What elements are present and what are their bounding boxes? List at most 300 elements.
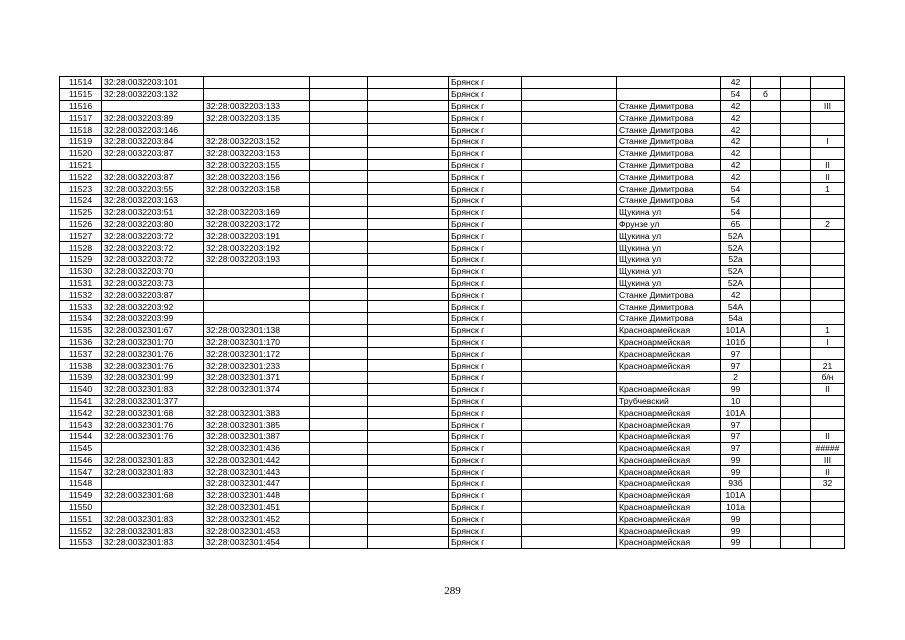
cell-house-number: 101А [721, 324, 751, 336]
cell-building-letter [751, 147, 781, 159]
cell-building-letter [751, 383, 781, 395]
table-row [60, 466, 845, 478]
cell-apartment: III [811, 100, 845, 112]
cell-empty-col-a [310, 360, 368, 372]
cell-apartment [811, 77, 845, 89]
cell-apartment [811, 513, 845, 525]
cell-empty-col-b [368, 135, 449, 147]
cell-house-number: 99 [721, 513, 751, 525]
cell-settlement: Брянск г [449, 124, 522, 136]
table-row [60, 454, 845, 466]
cell-row-number: 11540 [60, 383, 102, 395]
cell-street: Красноармейская [617, 360, 721, 372]
cell-empty-col-a [310, 430, 368, 442]
cell-cadastral-number-2 [204, 194, 310, 206]
cell-empty-col-d [781, 124, 811, 136]
cell-cadastral-number-2: 32:28:0032301:448 [204, 489, 310, 501]
cell-settlement: Брянск г [449, 383, 522, 395]
cell-cadastral-number: 32:28:0032301:83 [102, 383, 204, 395]
cell-row-number: 11547 [60, 466, 102, 478]
cell-empty-col-c [522, 159, 617, 171]
cell-empty-col-a [310, 537, 368, 549]
cell-house-number: 54 [721, 194, 751, 206]
cell-empty-col-b [368, 360, 449, 372]
cell-cadastral-number: 32:28:0032203:84 [102, 135, 204, 147]
cell-street: Щукина ул [617, 242, 721, 254]
cell-empty-col-a [310, 513, 368, 525]
cell-apartment [811, 395, 845, 407]
cell-empty-col-b [368, 147, 449, 159]
cell-apartment [811, 194, 845, 206]
cell-house-number: 99 [721, 454, 751, 466]
cell-row-number: 11529 [60, 253, 102, 265]
cell-cadastral-number-2: 32:28:0032301:453 [204, 525, 310, 537]
cell-empty-col-c [522, 289, 617, 301]
cell-empty-col-a [310, 277, 368, 289]
table-row [60, 147, 845, 159]
cell-empty-col-b [368, 100, 449, 112]
cell-cadastral-number: 32:28:0032301:76 [102, 360, 204, 372]
cell-empty-col-b [368, 513, 449, 525]
cell-building-letter [751, 371, 781, 383]
cell-empty-col-d [781, 466, 811, 478]
table-row [60, 478, 845, 490]
cell-empty-col-a [310, 147, 368, 159]
cell-settlement: Брянск г [449, 312, 522, 324]
cell-empty-col-b [368, 454, 449, 466]
cell-empty-col-d [781, 489, 811, 501]
cell-cadastral-number: 32:28:0032301:83 [102, 466, 204, 478]
cell-settlement: Брянск г [449, 206, 522, 218]
cell-empty-col-a [310, 324, 368, 336]
table-row [60, 301, 845, 313]
cell-empty-col-c [522, 88, 617, 100]
cell-settlement: Брянск г [449, 253, 522, 265]
cell-cadastral-number-2: 32:28:0032301:172 [204, 348, 310, 360]
cell-row-number: 11517 [60, 112, 102, 124]
cell-apartment: II [811, 171, 845, 183]
cell-row-number: 11534 [60, 312, 102, 324]
table-row [60, 253, 845, 265]
cell-empty-col-d [781, 100, 811, 112]
cell-empty-col-a [310, 407, 368, 419]
cell-building-letter [751, 525, 781, 537]
cell-cadastral-number-2: 32:28:0032203:135 [204, 112, 310, 124]
cell-cadastral-number: 32:28:0032203:72 [102, 230, 204, 242]
cell-street: Станке Димитрова [617, 135, 721, 147]
cell-cadastral-number-2: 32:28:0032203:156 [204, 171, 310, 183]
cell-row-number: 11518 [60, 124, 102, 136]
cell-empty-col-a [310, 289, 368, 301]
cell-empty-col-a [310, 77, 368, 89]
cell-empty-col-d [781, 135, 811, 147]
table-row [60, 419, 845, 431]
cell-cadastral-number-2: 32:28:0032203:191 [204, 230, 310, 242]
cell-street: Красноармейская [617, 466, 721, 478]
cell-settlement: Брянск г [449, 242, 522, 254]
cell-empty-col-b [368, 277, 449, 289]
cell-empty-col-d [781, 478, 811, 490]
cell-settlement: Брянск г [449, 112, 522, 124]
cell-cadastral-number-2: 32:28:0032301:233 [204, 360, 310, 372]
cell-settlement: Брянск г [449, 265, 522, 277]
cell-cadastral-number: 32:28:0032203:89 [102, 112, 204, 124]
cell-empty-col-b [368, 206, 449, 218]
cell-apartment [811, 301, 845, 313]
cell-settlement: Брянск г [449, 478, 522, 490]
cell-cadastral-number-2: 32:28:0032203:172 [204, 218, 310, 230]
cell-street: Станке Димитрова [617, 171, 721, 183]
cell-empty-col-b [368, 88, 449, 100]
cell-row-number: 11532 [60, 289, 102, 301]
table-row [60, 218, 845, 230]
cell-empty-col-b [368, 183, 449, 195]
cell-row-number: 11542 [60, 407, 102, 419]
cell-street: Красноармейская [617, 442, 721, 454]
cell-cadastral-number [102, 478, 204, 490]
cell-empty-col-a [310, 525, 368, 537]
cell-house-number: 99 [721, 525, 751, 537]
cell-apartment [811, 289, 845, 301]
cell-empty-col-c [522, 430, 617, 442]
cell-cadastral-number: 32:28:0032203:92 [102, 301, 204, 313]
cell-cadastral-number-2: 32:28:0032301:170 [204, 336, 310, 348]
cell-cadastral-number-2 [204, 277, 310, 289]
cell-settlement: Брянск г [449, 171, 522, 183]
cell-street: Щукина ул [617, 230, 721, 242]
cell-house-number: 65 [721, 218, 751, 230]
cell-cadastral-number-2: 32:28:0032301:385 [204, 419, 310, 431]
cell-empty-col-a [310, 501, 368, 513]
cell-house-number: 97 [721, 348, 751, 360]
cell-house-number: 42 [721, 100, 751, 112]
cell-row-number: 11537 [60, 348, 102, 360]
cell-cadastral-number-2: 32:28:0032301:454 [204, 537, 310, 549]
cell-empty-col-a [310, 159, 368, 171]
cell-settlement: Брянск г [449, 289, 522, 301]
cell-empty-col-b [368, 430, 449, 442]
cell-street: Щукина ул [617, 277, 721, 289]
cell-empty-col-a [310, 466, 368, 478]
table-row [60, 312, 845, 324]
cell-settlement: Брянск г [449, 194, 522, 206]
cell-building-letter [751, 407, 781, 419]
cell-building-letter [751, 159, 781, 171]
cell-row-number: 11523 [60, 183, 102, 195]
cell-building-letter [751, 218, 781, 230]
cell-row-number: 11546 [60, 454, 102, 466]
register-table [59, 76, 845, 549]
cell-empty-col-a [310, 206, 368, 218]
cell-house-number: 97 [721, 419, 751, 431]
cell-apartment: 32 [811, 478, 845, 490]
cell-cadastral-number: 32:28:0032301:76 [102, 419, 204, 431]
cell-house-number: 10 [721, 395, 751, 407]
cell-empty-col-b [368, 77, 449, 89]
cell-empty-col-d [781, 230, 811, 242]
cell-building-letter [751, 135, 781, 147]
cell-empty-col-b [368, 289, 449, 301]
cell-empty-col-c [522, 206, 617, 218]
cell-empty-col-a [310, 371, 368, 383]
cell-empty-col-c [522, 537, 617, 549]
cell-street: Красноармейская [617, 324, 721, 336]
cell-empty-col-d [781, 324, 811, 336]
cell-house-number: 42 [721, 135, 751, 147]
cell-empty-col-a [310, 336, 368, 348]
table-row [60, 430, 845, 442]
cell-row-number: 11548 [60, 478, 102, 490]
cell-empty-col-a [310, 265, 368, 277]
cell-empty-col-a [310, 88, 368, 100]
cell-empty-col-c [522, 171, 617, 183]
cell-cadastral-number: 32:28:0032301:76 [102, 430, 204, 442]
cell-row-number: 11522 [60, 171, 102, 183]
cell-empty-col-b [368, 466, 449, 478]
cell-empty-col-b [368, 194, 449, 206]
cell-empty-col-c [522, 466, 617, 478]
cell-empty-col-d [781, 218, 811, 230]
cell-house-number: 101б [721, 336, 751, 348]
cell-street: Красноармейская [617, 336, 721, 348]
cell-empty-col-c [522, 336, 617, 348]
cell-apartment: II [811, 383, 845, 395]
cell-street: Красноармейская [617, 478, 721, 490]
cell-apartment [811, 124, 845, 136]
table-row [60, 194, 845, 206]
cell-cadastral-number-2 [204, 88, 310, 100]
cell-empty-col-b [368, 419, 449, 431]
cell-house-number: 93б [721, 478, 751, 490]
cell-empty-col-d [781, 147, 811, 159]
cell-empty-col-b [368, 312, 449, 324]
table-row [60, 501, 845, 513]
cell-settlement: Брянск г [449, 466, 522, 478]
cell-street: Красноармейская [617, 525, 721, 537]
cell-building-letter [751, 242, 781, 254]
cell-street: Фрунзе ул [617, 218, 721, 230]
cell-empty-col-a [310, 442, 368, 454]
cell-apartment [811, 147, 845, 159]
table-row [60, 371, 845, 383]
cell-cadastral-number-2 [204, 289, 310, 301]
cell-row-number: 11521 [60, 159, 102, 171]
cell-building-letter [751, 454, 781, 466]
cell-settlement: Брянск г [449, 336, 522, 348]
cell-empty-col-b [368, 159, 449, 171]
table-row [60, 513, 845, 525]
cell-settlement: Брянск г [449, 371, 522, 383]
cell-empty-col-b [368, 124, 449, 136]
cell-cadastral-number-2: 32:28:0032301:443 [204, 466, 310, 478]
cell-empty-col-a [310, 348, 368, 360]
cell-empty-col-c [522, 489, 617, 501]
cell-empty-col-d [781, 419, 811, 431]
cell-settlement: Брянск г [449, 348, 522, 360]
cell-settlement: Брянск г [449, 230, 522, 242]
cell-cadastral-number [102, 159, 204, 171]
cell-street: Станке Димитрова [617, 124, 721, 136]
cell-cadastral-number: 32:28:0032301:83 [102, 525, 204, 537]
cell-empty-col-c [522, 360, 617, 372]
cell-street: Красноармейская [617, 419, 721, 431]
cell-house-number: 99 [721, 537, 751, 549]
cell-street: Станке Димитрова [617, 112, 721, 124]
cell-empty-col-d [781, 289, 811, 301]
cell-empty-col-d [781, 430, 811, 442]
cell-house-number: 54а [721, 312, 751, 324]
cell-empty-col-c [522, 194, 617, 206]
cell-empty-col-b [368, 407, 449, 419]
cell-apartment: 1 [811, 183, 845, 195]
cell-cadastral-number: 32:28:0032203:51 [102, 206, 204, 218]
cell-empty-col-c [522, 230, 617, 242]
cell-apartment: 2 [811, 218, 845, 230]
cell-street: Красноармейская [617, 454, 721, 466]
cell-empty-col-c [522, 371, 617, 383]
cell-settlement: Брянск г [449, 159, 522, 171]
cell-cadastral-number-2 [204, 301, 310, 313]
cell-cadastral-number: 32:28:0032301:68 [102, 489, 204, 501]
cell-empty-col-d [781, 442, 811, 454]
cell-building-letter [751, 419, 781, 431]
cell-settlement: Брянск г [449, 537, 522, 549]
cell-house-number: 101А [721, 407, 751, 419]
cell-apartment [811, 419, 845, 431]
table-row [60, 100, 845, 112]
cell-empty-col-b [368, 112, 449, 124]
cell-street: Красноармейская [617, 489, 721, 501]
cell-settlement: Брянск г [449, 442, 522, 454]
cell-row-number: 11525 [60, 206, 102, 218]
cell-settlement: Брянск г [449, 301, 522, 313]
cell-apartment [811, 312, 845, 324]
cell-building-letter [751, 442, 781, 454]
cell-building-letter [751, 537, 781, 549]
cell-house-number: 99 [721, 383, 751, 395]
cell-row-number: 11536 [60, 336, 102, 348]
cell-empty-col-d [781, 242, 811, 254]
cell-empty-col-a [310, 478, 368, 490]
cell-building-letter: б [751, 88, 781, 100]
cell-apartment [811, 265, 845, 277]
cell-cadastral-number-2 [204, 124, 310, 136]
cell-apartment [811, 230, 845, 242]
cell-empty-col-b [368, 525, 449, 537]
cell-cadastral-number: 32:28:0032203:70 [102, 265, 204, 277]
cell-row-number: 11519 [60, 135, 102, 147]
cell-empty-col-c [522, 135, 617, 147]
cell-empty-col-b [368, 348, 449, 360]
cell-building-letter [751, 183, 781, 195]
cell-street: Станке Димитрова [617, 147, 721, 159]
cell-settlement: Брянск г [449, 147, 522, 159]
cell-empty-col-b [368, 218, 449, 230]
cell-empty-col-c [522, 112, 617, 124]
table-row [60, 183, 845, 195]
cell-empty-col-b [368, 489, 449, 501]
cell-apartment [811, 112, 845, 124]
cell-empty-col-d [781, 194, 811, 206]
cell-empty-col-c [522, 383, 617, 395]
cell-cadastral-number: 32:28:0032203:72 [102, 253, 204, 265]
cell-empty-col-a [310, 183, 368, 195]
cell-empty-col-a [310, 489, 368, 501]
cell-empty-col-b [368, 442, 449, 454]
cell-settlement: Брянск г [449, 454, 522, 466]
cell-empty-col-d [781, 265, 811, 277]
cell-empty-col-d [781, 171, 811, 183]
cell-house-number: 42 [721, 289, 751, 301]
cell-cadastral-number-2: 32:28:0032301:383 [204, 407, 310, 419]
table-row [60, 265, 845, 277]
cell-settlement: Брянск г [449, 489, 522, 501]
cell-house-number: 52а [721, 253, 751, 265]
cell-empty-col-a [310, 135, 368, 147]
cell-cadastral-number: 32:28:0032301:67 [102, 324, 204, 336]
cell-empty-col-c [522, 454, 617, 466]
cell-settlement: Брянск г [449, 135, 522, 147]
cell-building-letter [751, 265, 781, 277]
cell-empty-col-b [368, 171, 449, 183]
register-table-body [60, 77, 845, 549]
cell-cadastral-number-2: 32:28:0032203:155 [204, 159, 310, 171]
table-row [60, 135, 845, 147]
cell-empty-col-a [310, 312, 368, 324]
cell-empty-col-b [368, 383, 449, 395]
cell-row-number: 11541 [60, 395, 102, 407]
cell-cadastral-number: 32:28:0032301:83 [102, 513, 204, 525]
cell-cadastral-number [102, 100, 204, 112]
cell-empty-col-c [522, 407, 617, 419]
table-row [60, 360, 845, 372]
cell-empty-col-c [522, 442, 617, 454]
cell-empty-col-a [310, 124, 368, 136]
cell-empty-col-d [781, 206, 811, 218]
cell-street: Станке Димитрова [617, 289, 721, 301]
cell-building-letter [751, 312, 781, 324]
table-row [60, 348, 845, 360]
cell-row-number: 11543 [60, 419, 102, 431]
cell-settlement: Брянск г [449, 501, 522, 513]
cell-house-number: 42 [721, 147, 751, 159]
cell-cadastral-number-2 [204, 77, 310, 89]
cell-settlement: Брянск г [449, 77, 522, 89]
cell-apartment: I [811, 336, 845, 348]
cell-apartment [811, 206, 845, 218]
cell-empty-col-d [781, 183, 811, 195]
cell-cadastral-number: 32:28:0032301:70 [102, 336, 204, 348]
cell-house-number: 42 [721, 77, 751, 89]
cell-empty-col-c [522, 218, 617, 230]
cell-empty-col-b [368, 265, 449, 277]
cell-row-number: 11551 [60, 513, 102, 525]
cell-cadastral-number: 32:28:0032203:163 [102, 194, 204, 206]
table-row [60, 124, 845, 136]
cell-row-number: 11524 [60, 194, 102, 206]
cell-street: Красноармейская [617, 383, 721, 395]
cell-empty-col-c [522, 253, 617, 265]
cell-cadastral-number: 32:28:0032203:132 [102, 88, 204, 100]
cell-settlement: Брянск г [449, 395, 522, 407]
cell-empty-col-d [781, 112, 811, 124]
cell-empty-col-d [781, 371, 811, 383]
table-row [60, 289, 845, 301]
cell-house-number: 97 [721, 442, 751, 454]
cell-cadastral-number-2: 32:28:0032203:193 [204, 253, 310, 265]
cell-building-letter [751, 513, 781, 525]
cell-row-number: 11515 [60, 88, 102, 100]
